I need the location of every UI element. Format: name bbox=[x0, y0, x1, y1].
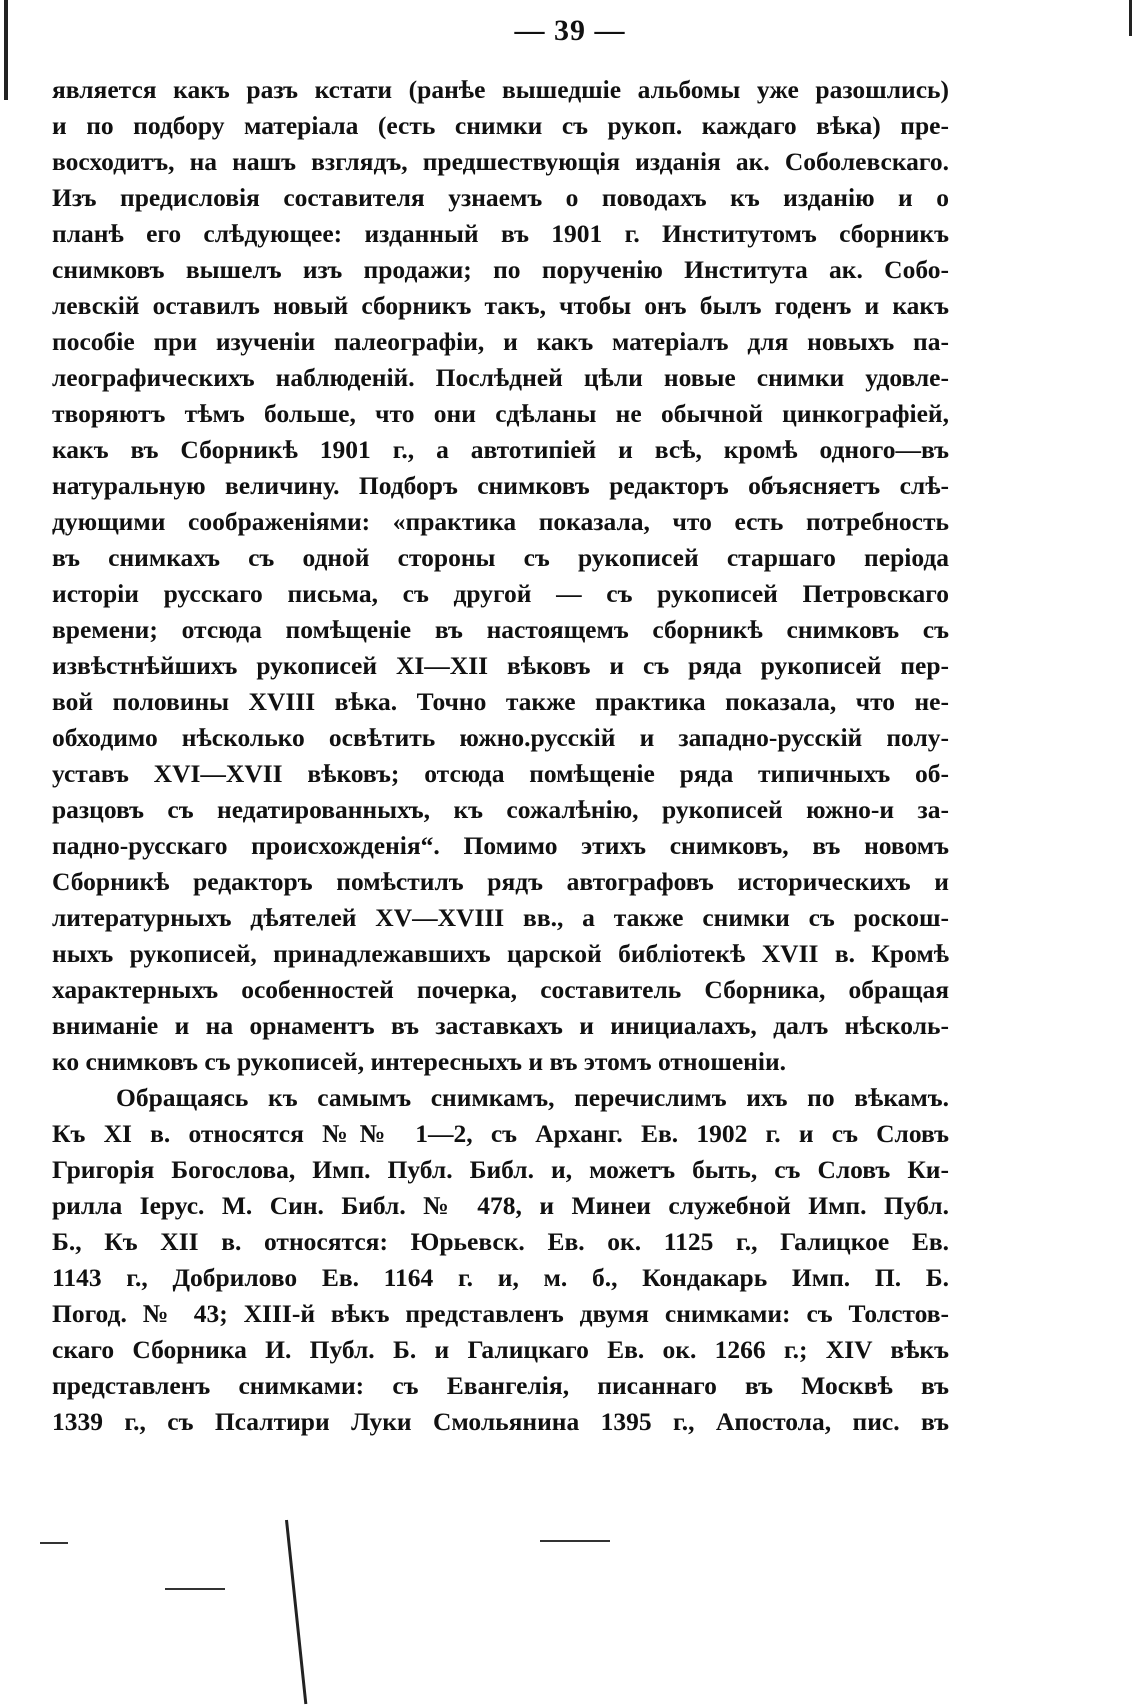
text-line: леографическихъ наблюденій. Послѣдней цѣли новые снимки удовле- bbox=[52, 363, 949, 392]
page-number: — 39 — bbox=[514, 14, 626, 47]
text-line: левскій оставилъ новый сборникъ такъ, чтобы онъ былъ годенъ и какъ bbox=[52, 291, 949, 320]
text-line: обходимо нѣсколько освѣтить южно.русскій и западно-русскій полу- bbox=[52, 723, 949, 752]
text-line: исторіи русскаго письма, съ другой — съ рукописей Петровскаго bbox=[52, 579, 949, 608]
text-line: и по подбору матеріала (есть снимки съ рукоп. каждаго вѣка) пре- bbox=[52, 111, 949, 140]
text-line: натуральную величину. Подборъ снимковъ редакторъ объясняетъ слѣ- bbox=[52, 471, 949, 500]
text-line: литературныхъ дѣятелей XV—XVIII вв., а также снимки съ роскош- bbox=[52, 903, 949, 932]
text-line: вой половины XVIII вѣка. Точно также практика показала, что не- bbox=[52, 687, 949, 716]
text-line: Сборникѣ редакторъ помѣстилъ рядъ автографовъ историческихъ и bbox=[52, 867, 949, 896]
text-line: Къ XI в. относятся №№ 1—2, съ Арханг. Ев. 1902 г. и съ Словъ bbox=[52, 1119, 949, 1148]
text-line: падно-русскаго происхожденія“. Помимо этихъ снимковъ, въ новомъ bbox=[52, 831, 949, 860]
text-line: 1143 г., Добрилово Ев. 1164 г. и, м. б., Кондакарь Имп. П. Б. bbox=[52, 1263, 949, 1292]
text-line: разцовъ съ недатированныхъ, къ сожалѣнію, рукописей южно-и за- bbox=[52, 795, 949, 824]
text-line: представленъ снимками: съ Евангелія, писаннаго въ Москвѣ въ bbox=[52, 1371, 949, 1400]
text-line: уставъ XVI—XVII вѣковъ; отсюда помѣщеніе ряда типичныхъ об- bbox=[52, 759, 949, 788]
text-line: пособіе при изученіи палеографіи, и какъ матеріалъ для новыхъ па- bbox=[52, 327, 949, 356]
text-line: планѣ его слѣдующее: изданный въ 1901 г. Институтомъ сборникъ bbox=[52, 219, 949, 248]
text-line: вниманіе и на орнаментъ въ заставкахъ и инициалахъ, далъ нѣсколь- bbox=[52, 1011, 949, 1040]
text-line: рилла Іерус. М. Син. Библ. № 478, и Минеи служебной Имп. Публ. bbox=[52, 1191, 949, 1220]
paragraph-start-line: Обращаясь къ самымъ снимкамъ, перечислимъ ихъ по вѣкамъ. bbox=[116, 1083, 949, 1112]
text-line: дующими соображеніями: «практика показала, что есть потребность bbox=[52, 507, 949, 536]
text-line: Изъ предисловія составителя узнаемъ о поводахъ къ изданію и о bbox=[52, 183, 949, 212]
text-line: ко снимковъ съ рукописей, интересныхъ и въ этомъ отношеніи. bbox=[52, 1047, 787, 1076]
text-line: скаго Сборника И. Публ. Б. и Галицкаго Ев. ок. 1266 г.; XIV вѣкъ bbox=[52, 1335, 949, 1364]
text-line: восходитъ, на нашъ взглядъ, предшествующія изданія ак. Соболевскаго. bbox=[52, 147, 949, 176]
scan-artifact bbox=[540, 1540, 610, 1542]
text-line: 1339 г., съ Псалтири Луки Смольянина 1395 г., Апостола, пис. въ bbox=[52, 1407, 949, 1436]
text-line: извѣстнѣйшихъ рукописей XI—XII вѣковъ и съ ряда рукописей пер- bbox=[52, 651, 949, 680]
text-line: времени; отсюда помѣщеніе въ настоящемъ сборникѣ снимковъ съ bbox=[52, 615, 949, 644]
text-line: Б., Къ XII в. относятся: Юрьевск. Ев. ок. 1125 г., Галицкое Ев. bbox=[52, 1227, 949, 1256]
text-line: является какъ разъ кстати (ранѣе вышедшіе альбомы уже разошлись) bbox=[52, 75, 949, 104]
text-line: характерныхъ особенностей почерка, составитель Сборника, обращая bbox=[52, 975, 949, 1004]
text-line: въ снимкахъ съ одной стороны съ рукописей старшаго періода bbox=[52, 543, 949, 572]
scan-artifact bbox=[40, 1542, 68, 1544]
scan-artifact bbox=[165, 1588, 225, 1590]
text-line: какъ въ Сборникѣ 1901 г., а автотипіей и всѣ, кромѣ одного—въ bbox=[52, 435, 949, 464]
text-line: ныхъ рукописей, принадлежавшихъ царской библіотекѣ XVII в. Кромѣ bbox=[52, 939, 949, 968]
body-text bbox=[52, 72, 949, 1440]
scan-artifact bbox=[285, 1520, 307, 1704]
text-line: творяютъ тѣмъ больше, что они сдѣланы не обычной цинкографіей, bbox=[52, 399, 949, 428]
text-line: снимковъ вышелъ изъ продажи; по порученію Института ак. Собо- bbox=[52, 255, 949, 284]
text-line: Погод. № 43; XIII-й вѣкъ представленъ двумя снимками: съ Толстов- bbox=[52, 1299, 949, 1328]
text-line: Григорія Богослова, Имп. Публ. Библ. и, можетъ быть, съ Словъ Ки- bbox=[52, 1155, 949, 1184]
